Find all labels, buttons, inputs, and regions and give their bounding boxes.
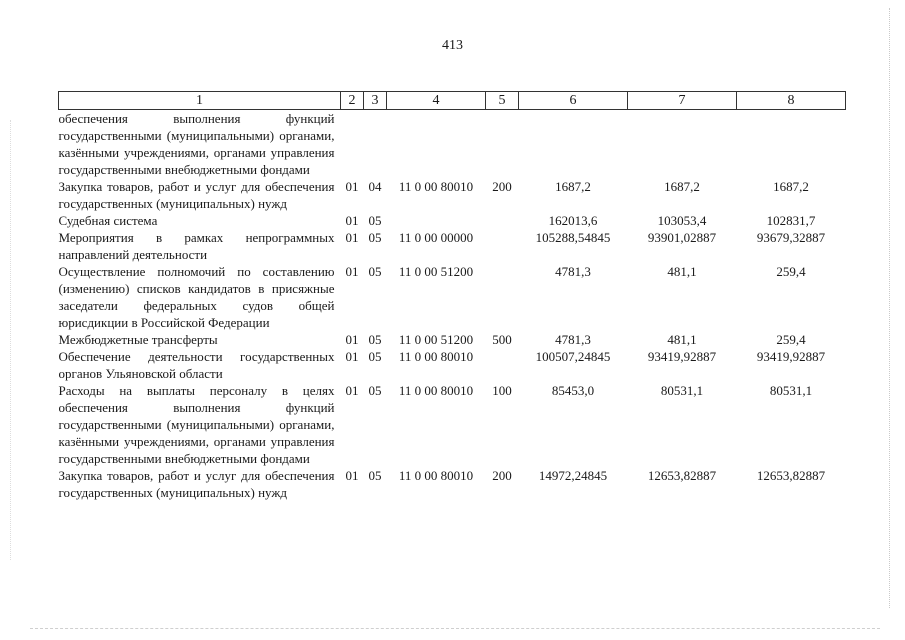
page-edge-mark [889,8,891,608]
cell-amount-2: 93419,92887 [647,349,717,364]
cell-amount-3: 93679,32887 [756,230,826,245]
row-name: Судебная система [58,213,158,228]
cell-expense-type [486,212,519,229]
row-name: Обеспечение деятельности государственных органов Ульяновской области [58,349,335,381]
row-name: Расходы на выплаты персоналу в целях обеспечения выполнения функций государственными (муниципальными) органами, казёнными учреждениями, органами управления государственными внебюджетными фондами [58,383,335,466]
cell-amount-3: 12653,82887 [756,468,826,483]
row-name: Мероприятия в рамках непрограммных направлений деятельности [58,230,335,262]
cell-amount-3 [737,110,846,179]
cell-subsection: 05 [368,230,382,245]
cell-amount-3: 80531,1 [769,383,813,398]
column-header: 6 [519,92,628,110]
column-header: 8 [737,92,846,110]
cell-subsection: 04 [368,179,382,194]
cell-amount-3: 93419,92887 [756,349,826,364]
cell-section: 01 [345,179,359,194]
cell-amount-2: 481,1 [667,264,697,279]
cell-subsection: 05 [368,383,382,398]
cell-amount-1 [519,110,628,179]
cell-target-code [387,212,486,229]
row-name: Осуществление полномочий по составлению (изменению) списков кандидатов в присяжные заседатели федеральных судов общей юрисдикции в Российской Федерации [58,264,335,330]
cell-target-code: 11 0 00 51200 [398,264,474,279]
cell-amount-1: 1687,2 [555,179,591,194]
table-row [59,178,846,212]
page-number: 413 [442,38,463,53]
cell-subsection: 05 [368,264,382,279]
cell-amount-3: 102831,7 [766,213,816,228]
cell-amount-1: 4781,3 [555,264,591,279]
budget-table [58,91,846,501]
cell-amount-2: 80531,1 [660,383,704,398]
row-name: Закупка товаров, работ и услуг для обеспечения государственных (муниципальных) нужд [58,468,335,500]
cell-expense-type: 200 [492,468,512,483]
cell-amount-1: 85453,0 [551,383,595,398]
cell-amount-2 [628,110,737,179]
column-header: 3 [364,92,387,110]
cell-subsection: 05 [368,349,382,364]
cell-target-code: 11 0 00 51200 [398,332,474,347]
cell-expense-type: 100 [492,383,512,398]
cell-section: 01 [345,332,359,347]
cell-target-code: 11 0 00 80010 [398,349,474,364]
cell-amount-1: 4781,3 [555,332,591,347]
table-row [59,229,846,263]
cell-amount-2: 481,1 [667,332,697,347]
cell-amount-3: 259,4 [776,264,806,279]
cell-expense-type: 500 [492,332,512,347]
table-row [59,263,846,331]
cell-amount-1: 100507,24845 [535,349,611,364]
cell-expense-type: 200 [492,179,512,194]
cell-subsection: 05 [368,468,382,483]
cell-target-code: 11 0 00 80010 [398,179,474,194]
cell-amount-3: 1687,2 [773,179,809,194]
table-row [59,348,846,382]
column-header: 5 [486,92,519,110]
page-edge-mark-left [10,120,12,560]
cell-target-code [387,110,486,179]
cell-subsection: 05 [368,332,382,347]
cell-section: 01 [345,264,359,279]
cell-amount-2: 1687,2 [664,179,700,194]
cell-section: 01 [345,230,359,245]
cell-amount-2: 93901,02887 [647,230,717,245]
cell-expense-type [486,263,519,331]
column-header: 7 [628,92,737,110]
cell-section: 01 [345,213,359,228]
header-row [59,92,846,110]
table-row [59,382,846,467]
cell-amount-1: 14972,24845 [538,468,608,483]
column-header: 2 [341,92,364,110]
table-row [59,331,846,348]
cell-amount-1: 162013,6 [548,213,598,228]
table-row [59,467,846,501]
cell-subsection [364,110,387,179]
row-name: Закупка товаров, работ и услуг для обеспечения государственных (муниципальных) нужд [58,179,335,211]
cell-amount-2: 12653,82887 [647,468,717,483]
cell-amount-2: 103053,4 [657,213,707,228]
cell-section: 01 [345,468,359,483]
cell-target-code: 11 0 00 00000 [398,230,474,245]
column-header: 4 [387,92,486,110]
bottom-edge-mark [30,628,880,630]
column-header: 1 [59,92,341,110]
cell-expense-type [486,229,519,263]
row-name: Межбюджетные трансферты [58,332,218,347]
cell-amount-1: 105288,54845 [535,230,611,245]
table-row [59,110,846,179]
cell-section [341,110,364,179]
cell-section: 01 [345,349,359,364]
cell-subsection: 05 [368,213,382,228]
row-name: обеспечения выполнения функций государственными (муниципальными) органами, казёнными учреждениями, органами управления государственными внебюджетными фондами [58,111,335,177]
table-row [59,212,846,229]
cell-section: 01 [345,383,359,398]
cell-expense-type [486,110,519,179]
cell-target-code: 11 0 00 80010 [398,468,474,483]
cell-expense-type [486,348,519,382]
cell-target-code: 11 0 00 80010 [398,383,474,398]
cell-amount-3: 259,4 [776,332,806,347]
